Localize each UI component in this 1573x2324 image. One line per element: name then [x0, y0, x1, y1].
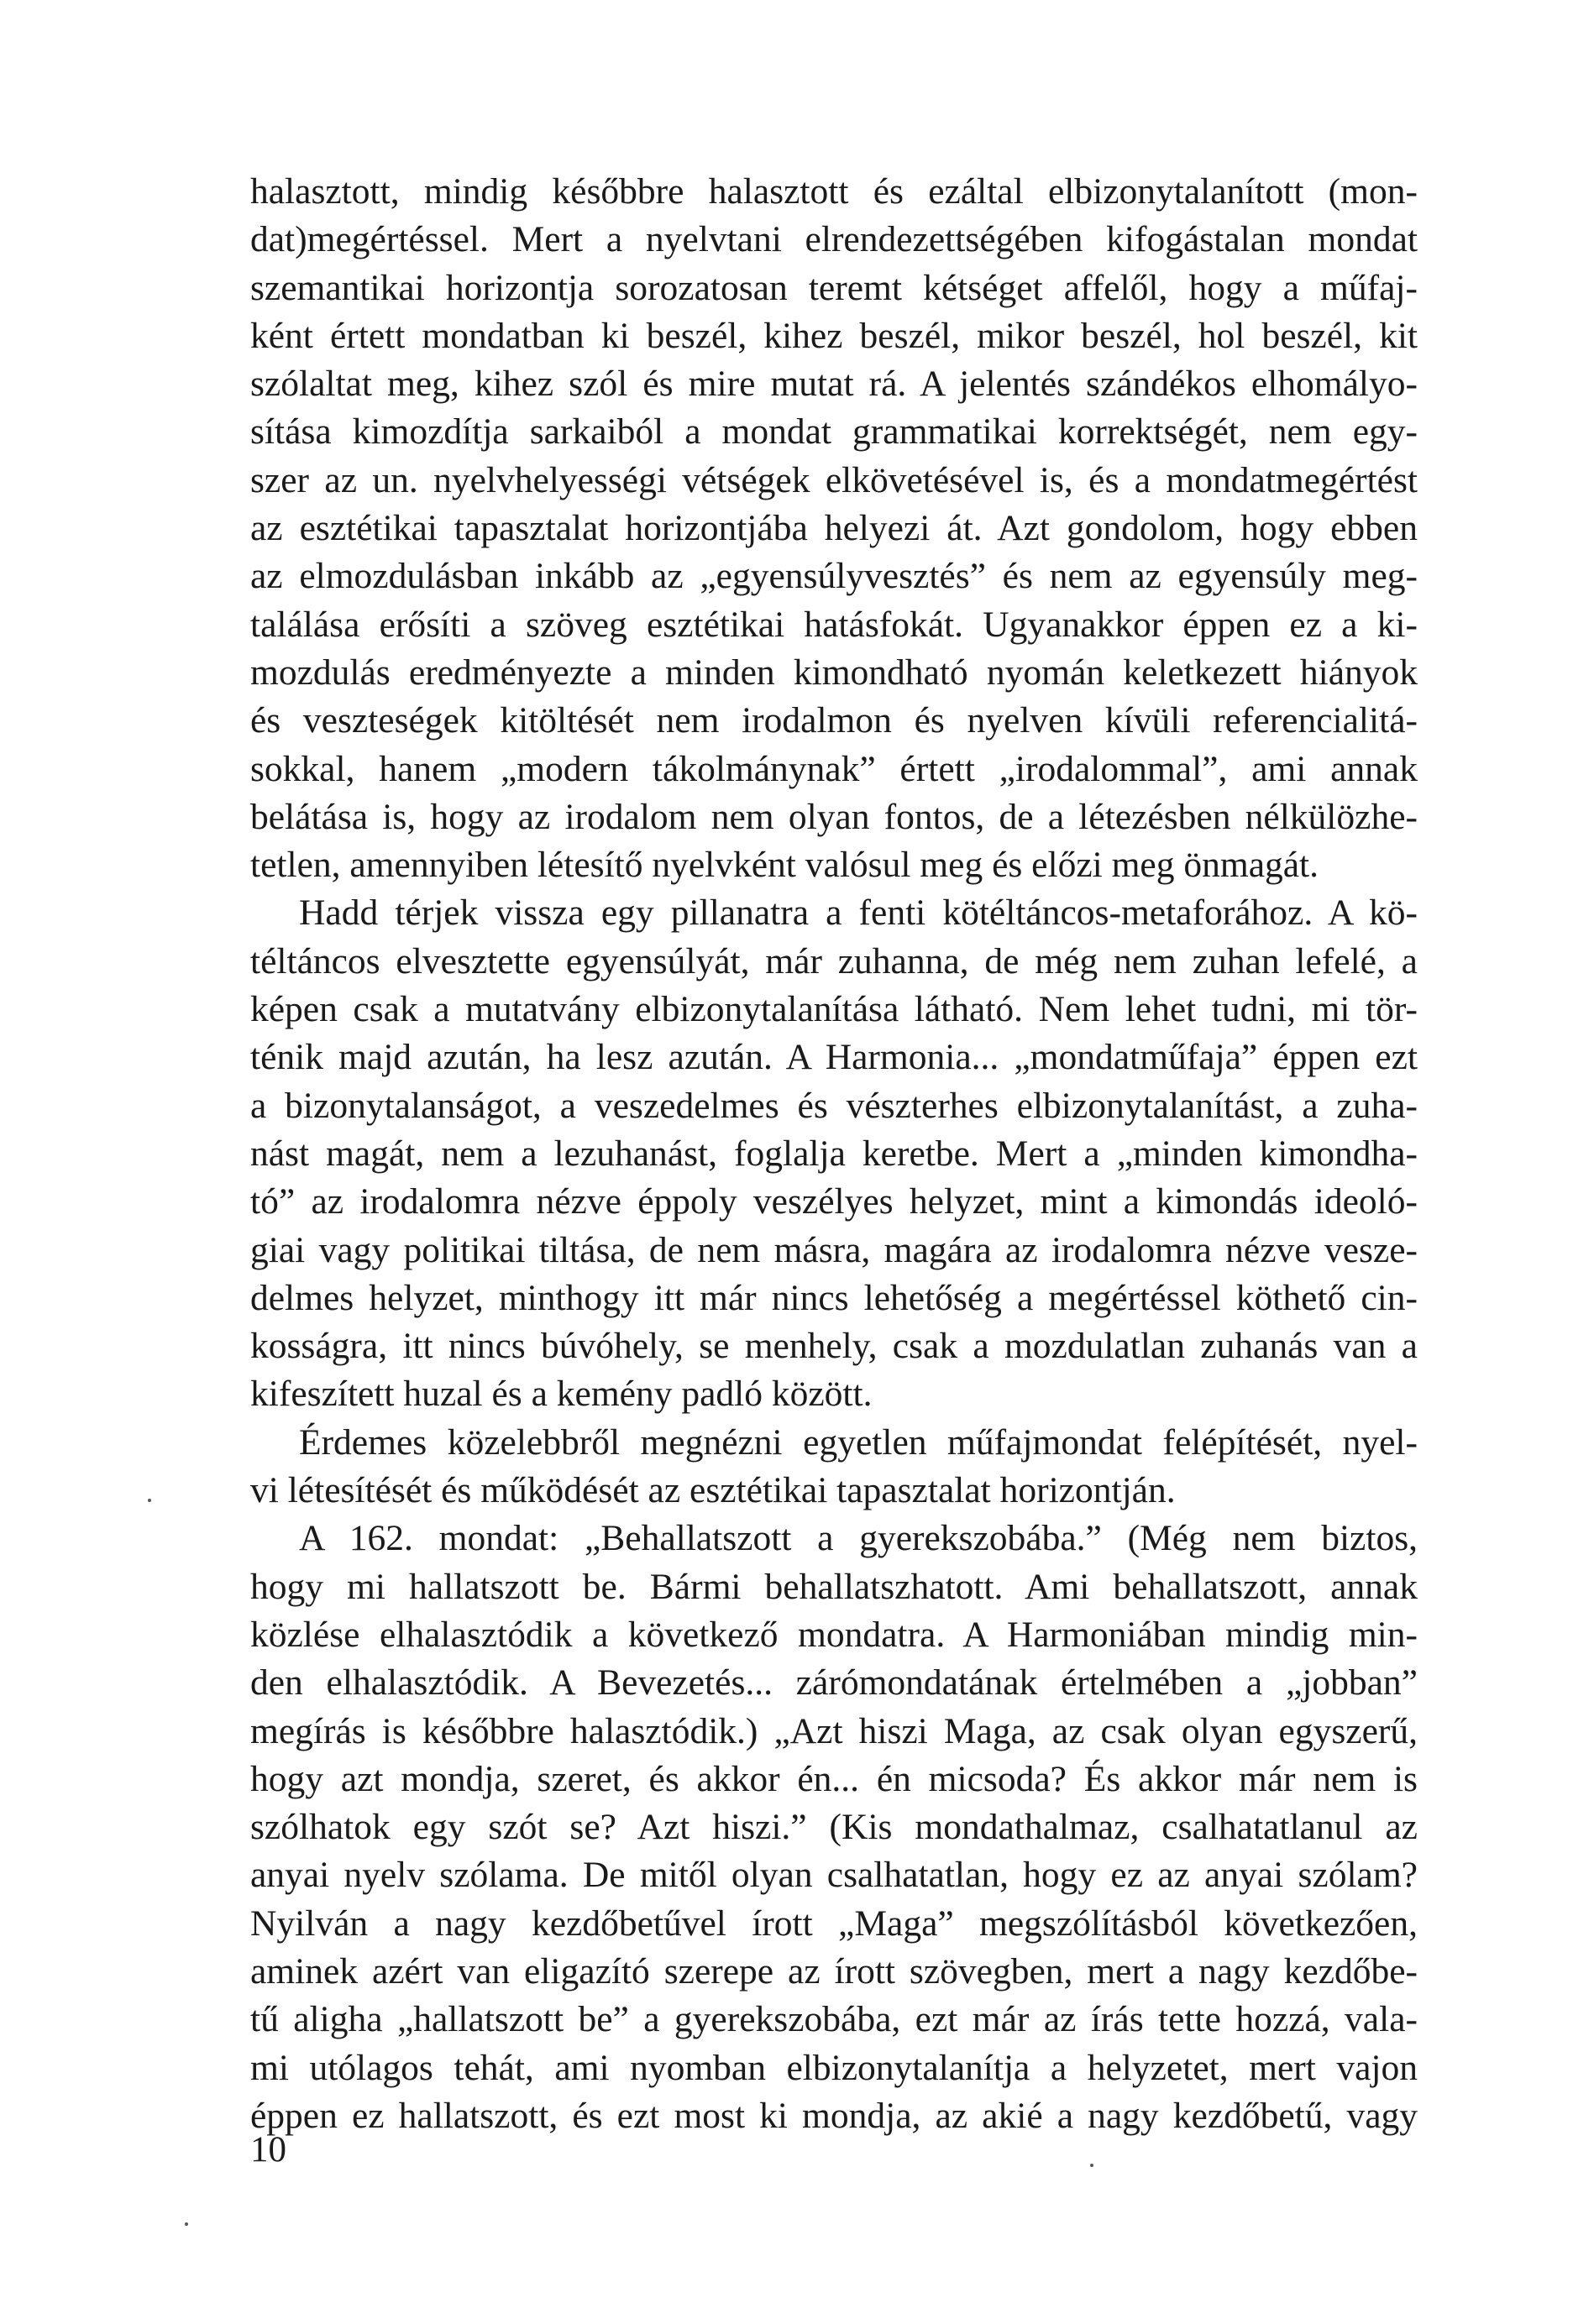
text-line: halasztott, mindig későbbre halasztott és ezáltal elbizonytalanított (mon-: [250, 171, 1418, 212]
text-line: és veszteségek kitöltését nem irodalmon és nyelven kívüli referencialitá-: [250, 700, 1418, 741]
text-line: A 162. mondat: „Behallatszott a gyerekszobába.” (Még nem biztos,: [299, 1518, 1418, 1559]
text-line: anyai nyelv szólama. De mitől olyan csalhatatlan, hogy ez az anyai szólam?: [250, 1855, 1418, 1896]
text-line: tű aligha „hallatszott be” a gyerekszobába, ezt már az írás tette hozzá, vala-: [250, 1999, 1418, 2040]
body-text: [250, 168, 1418, 2140]
text-line: sokkal, hanem „modern tákolmánynak” értett „irodalommal”, ami annak: [250, 748, 1418, 789]
text-line: vi létesítését és működését az esztétikai tapasztalat horizontján.: [250, 1470, 1176, 1511]
text-line: az elmozdulásban inkább az „egyensúlyvesztés” és nem az egyensúly meg-: [250, 556, 1418, 597]
text-line: dat)megértéssel. Mert a nyelvtani elrendezettségében kifogástalan mondat: [250, 219, 1418, 260]
text-line: hogy azt mondja, szeret, és akkor én... én micsoda? És akkor már nem is: [250, 1758, 1418, 1799]
text-line: Nyilván a nagy kezdőbetűvel írott „Maga” megszólításból következően,: [250, 1903, 1418, 1944]
text-line: tetlen, amennyiben létesítő nyelvként valósul meg és előzi meg önmagát.: [250, 845, 1319, 886]
text-line: szemantikai horizontja sorozatosan teremt kétséget affelől, hogy a műfaj-: [250, 267, 1418, 308]
text-line: kosságra, itt nincs búvóhely, se menhely, csak a mozdulatlan zuhanás van a: [250, 1326, 1418, 1367]
text-line: az esztétikai tapasztalat horizontjába helyezi át. Azt gondolom, hogy ebben: [250, 508, 1418, 549]
text-line: belátása is, hogy az irodalom nem olyan fontos, de a létezésben nélkülözhe-: [250, 796, 1418, 837]
text-line: sítása kimozdítja sarkaiból a mondat grammatikai korrektségét, nem egy-: [250, 411, 1418, 453]
text-line: képen csak a mutatvány elbizonytalanítása látható. Nem lehet tudni, mi tör-: [250, 989, 1418, 1030]
text-line: ként értett mondatban ki beszél, kihez beszél, mikor beszél, hol beszél, kit: [250, 315, 1418, 356]
text-line: szólaltat meg, kihez szól és mire mutat rá. A jelentés szándékos elhomályo-: [250, 364, 1418, 405]
text-line: téltáncos elvesztette egyensúlyát, már zuhanna, de még nem zuhan lefelé, a: [250, 940, 1418, 981]
print-speck: [185, 2222, 188, 2226]
text-line: ténik majd azután, ha lesz azután. A Harmonia... „mondatműfaja” éppen ezt: [250, 1037, 1418, 1078]
text-line: tó” az irodalomra nézve éppoly veszélyes helyzet, mint a kimondás ideoló-: [250, 1181, 1418, 1222]
text-line: delmes helyzet, minthogy itt már nincs lehetőség a megértéssel köthető cin-: [250, 1277, 1418, 1318]
text-line: Hadd térjek vissza egy pillanatra a fenti kötéltáncos-metaforához. A kö-: [299, 892, 1418, 934]
print-speck: [148, 1499, 151, 1502]
text-line: nást magát, nem a lezuhanást, foglalja keretbe. Mert a „minden kimondha-: [250, 1133, 1418, 1174]
text-line: aminek azért van eligazító szerepe az írott szövegben, mert a nagy kezdőbe-: [250, 1950, 1418, 1992]
text-line: mi utólagos tehát, ami nyomban elbizonytalanítja a helyzetet, mert vajon: [250, 2047, 1418, 2088]
text-line: giai vagy politikai tiltása, de nem másra, magára az irodalomra nézve vesze-: [250, 1229, 1418, 1270]
text-line: mozdulás eredményezte a minden kimondható nyomán keletkezett hiányok: [250, 652, 1418, 693]
text-line: kifeszített huzal és a kemény padló között.: [250, 1374, 873, 1415]
text-line: éppen ez hallatszott, és ezt most ki mondja, az akié a nagy kezdőbetű, vagy: [250, 2095, 1418, 2136]
page-number: 10: [250, 2130, 286, 2170]
text-line: szer az un. nyelvhelyességi vétségek elkövetésével is, és a mondatmegértést: [250, 459, 1418, 500]
text-line: szólhatok egy szót se? Azt hiszi.” (Kis mondathalmaz, csalhatatlanul az: [250, 1807, 1418, 1848]
text-line: a bizonytalanságot, a veszedelmes és vészterhes elbizonytalanítást, a zuha-: [250, 1085, 1418, 1126]
print-speck: [1090, 2164, 1093, 2167]
text-line: Érdemes közelebbről megnézni egyetlen műfajmondat felépítését, nyel-: [299, 1421, 1418, 1463]
text-line: találása erősíti a szöveg esztétikai hatásfokát. Ugyanakkor éppen ez a ki-: [250, 604, 1418, 645]
text-line: hogy mi hallatszott be. Bármi behallatszhatott. Ami behallatszott, annak: [250, 1566, 1418, 1607]
text-line: megírás is későbbre halasztódik.) „Azt hiszi Maga, az csak olyan egyszerű,: [250, 1710, 1418, 1751]
text-line: közlése elhalasztódik a következő mondatra. A Harmoniában mindig min-: [250, 1614, 1418, 1655]
text-line: den elhalasztódik. A Bevezetés... zárómondatának értelmében a „jobban”: [250, 1662, 1418, 1704]
